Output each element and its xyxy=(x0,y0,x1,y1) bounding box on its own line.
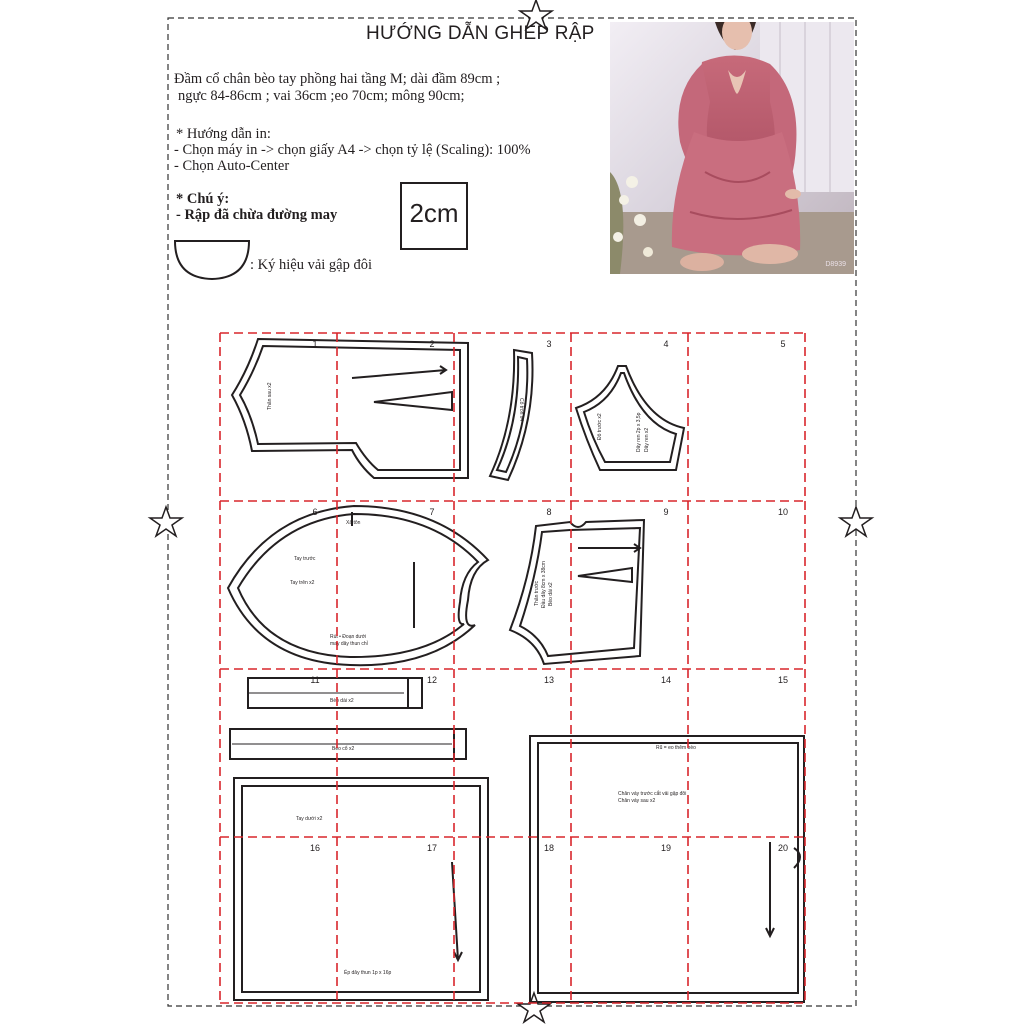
label-neck-band: Cổ tròn x4 xyxy=(518,398,524,422)
size-description-line2: ngực 84-86cm ; vai 36cm ;eo 70cm; mông 90cm; xyxy=(178,88,465,104)
label-skirt-note1: Chân váy trước cắt vải gập đôi xyxy=(618,791,687,797)
page-number-5: 5 xyxy=(780,339,786,349)
label-sleeve-note2: may dây thun chỉ xyxy=(330,641,368,647)
label-front-bodice1: Thân trước xyxy=(534,581,540,606)
page-number-20: 20 xyxy=(777,843,789,853)
page-number-4: 4 xyxy=(663,339,669,349)
page-number-16: 16 xyxy=(309,843,321,853)
page-number-13: 13 xyxy=(543,675,555,685)
page-number-15: 15 xyxy=(777,675,789,685)
label-back-bodice: Thân sau x2 xyxy=(267,382,273,410)
print-guide-step1: - Chọn máy in -> chọn giấy A4 -> chọn tỷ lệ (Scaling): 100% xyxy=(174,142,531,158)
page-number-12: 12 xyxy=(426,675,438,685)
page-number-18: 18 xyxy=(543,843,555,853)
size-description-line1: Đầm cổ chân bèo tay phồng hai tầng M; dài đầm 89cm ; xyxy=(174,71,501,87)
label-front-yoke-note2: Dây ren x2 xyxy=(644,427,650,452)
piece-front-yoke xyxy=(576,366,684,470)
label-front-bodice3: Bèo dài x2 xyxy=(548,582,554,606)
print-guide-step2: - Chọn Auto-Center xyxy=(174,158,290,174)
piece-sleeve-bottom xyxy=(234,778,488,1000)
outer-cut-border xyxy=(168,18,856,1006)
fold-legend-label: : Ký hiệu vải gập đôi xyxy=(250,257,373,273)
label-skirt-top: Rũ = eo thêm bèo xyxy=(656,745,696,751)
page-number-19: 19 xyxy=(660,843,672,853)
label-sleeve-front: Tay trước xyxy=(294,556,316,562)
label-sleeve-bottom-note: Ép dây thun 1p x 16p xyxy=(344,970,392,976)
piece-strip-ruffle-neck xyxy=(230,729,466,759)
page-number-7: 7 xyxy=(429,507,435,517)
label-sleeve-mark: Xả tôn xyxy=(346,520,361,526)
page-number-14: 14 xyxy=(660,675,672,685)
page-number-3: 3 xyxy=(546,339,552,349)
piece-neck-band xyxy=(490,350,533,480)
page-number-17: 17 xyxy=(426,843,438,853)
label-skirt-note2: Chân váy sau x2 xyxy=(618,798,656,804)
page-number-11: 11 xyxy=(310,675,320,685)
page-number-6: 6 xyxy=(312,507,318,517)
print-guide-heading: * Hướng dẫn in: xyxy=(176,126,271,142)
note-heading: * Chú ý: xyxy=(176,191,230,207)
registration-star-bottom xyxy=(518,993,550,1022)
page-number-10: 10 xyxy=(777,507,789,517)
page-number-9: 9 xyxy=(663,507,669,517)
label-sleeve-bottom: Tay dưới x2 xyxy=(296,816,323,822)
page-grid xyxy=(220,333,805,1003)
registration-star-top xyxy=(520,0,552,29)
label-sleeve-note1: Rút • Đoạn dưới xyxy=(330,634,367,640)
page-title: HƯỚNG DẪN GHÉP RẬP xyxy=(366,23,595,44)
label-front-yoke-note1: Dây ren 2p x 3,5p xyxy=(636,412,642,452)
label-strip1: Bèo dài x2 xyxy=(330,698,354,704)
label-sleeve-top: Tay trên x2 xyxy=(290,580,315,586)
note-text: - Rập đã chừa đường may xyxy=(176,207,338,223)
page-number-1: 1 xyxy=(312,339,318,349)
label-front-yoke: Đô trước x2 xyxy=(597,413,603,440)
label-front-bodice2: Đầu dây 8cm x 38cm xyxy=(541,561,547,608)
label-strip2: Bèo cổ x2 xyxy=(332,746,355,752)
scale-reference-label: 2cm xyxy=(409,198,459,228)
registration-star-left xyxy=(150,507,182,536)
page-number-2: 2 xyxy=(429,339,435,349)
piece-front-bodice xyxy=(510,520,644,664)
photo-code: D8939 xyxy=(825,261,846,268)
page-number-8: 8 xyxy=(546,507,552,517)
